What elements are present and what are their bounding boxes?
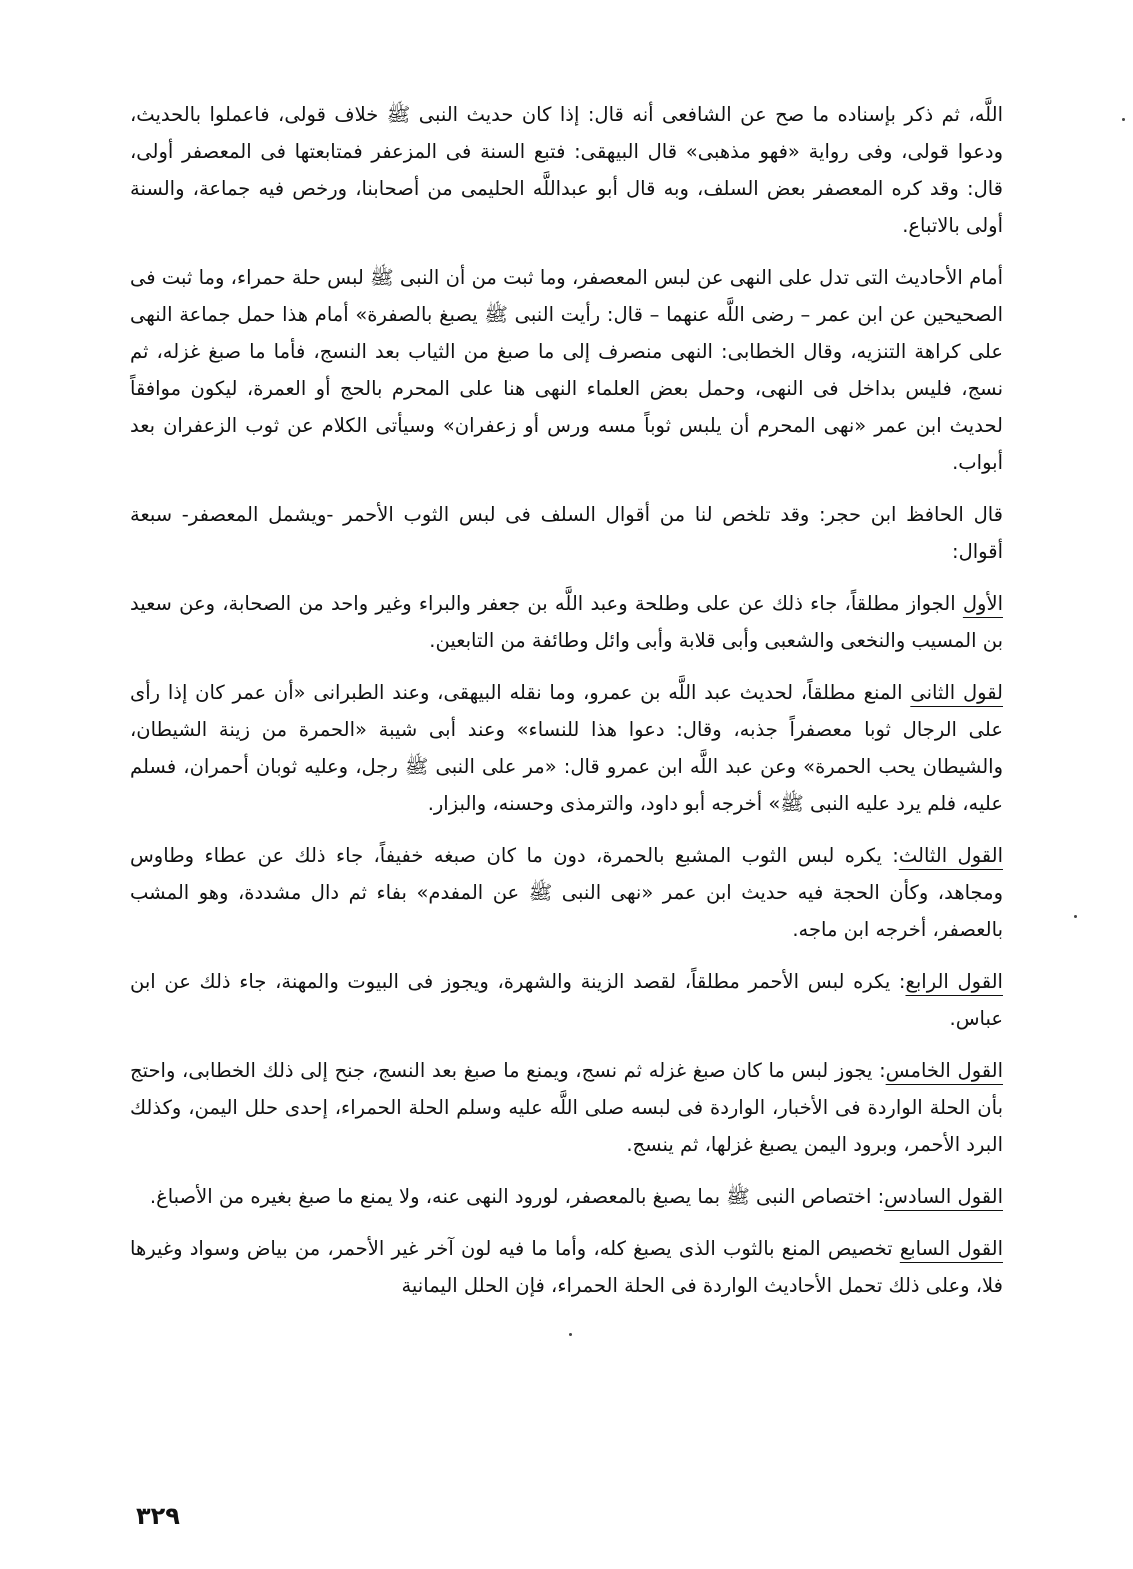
saying-3-text: : يكره لبس الثوب المشبع بالحمرة، دون ما كان صبغه خفيفاً، جاء ذلك عن عطاء وطاوس ومجاهد، وكأن الحجة فيه حديث ابن عمر «نهى النبى ﷺ عن المفدم» بفاء ثم دال مشددة، وهو المشب بالعصفر، أخرجه ابن ماجه.: [130, 844, 1003, 941]
saying-4-label: القول الرابع: [905, 970, 1003, 993]
paragraph-saying-7: [130, 1230, 1003, 1304]
saying-2-text: المنع مطلقاً، لحديث عبد اللَّه بن عمرو، وما نقله البيهقى، وعند الطبرانى «أن عمر كان إذا رأى على الرجال ثوبا معصفراً جذبه، وقال: دعوا هذا للنساء» وعند أبى شيبة «الحمرة من زينة الشيطان، والشيطان يحب الحمرة» وعن عبد اللَّه ابن عمرو قال: «مر على النبى ﷺ رجل، وعليه ثوبان أحمران، فسلم عليه، فلم يرد عليه النبى ﷺ» أخرجه أبو داود، والترمذى وحسنه، والبزار.: [130, 681, 1003, 815]
paragraph-saying-1: [130, 585, 1003, 659]
saying-5-text: : يجوز لبس ما كان صبغ غزله ثم نسج، ويمنع ما صبغ بعد النسج، جنح إلى ذلك الخطابى، واحتج بأن الحلة الواردة فى الأخبار، الواردة فى لبسه صلى اللَّه عليه وسلم الحلة الحمراء، إحدى حلل اليمن، وكذلك البرد الأحمر، وبرود اليمن يصبغ غزلها، ثم ينسج.: [130, 1059, 1003, 1156]
paragraph-saying-4: [130, 963, 1003, 1037]
saying-7-label: القول السابع: [899, 1237, 1003, 1260]
saying-6-text: : اختصاص النبى ﷺ بما يصبغ بالمعصفر، لورود النهى عنه، ولا يمنع ما صبغ بغيره من الأصباغ.: [149, 1185, 885, 1208]
paragraph-2: [130, 259, 1003, 481]
saying-2-label: لقول الثانى: [910, 681, 1003, 704]
saying-4-text: : يكره لبس الأحمر مطلقاً، لقصد الزينة والشهرة، ويجوز فى البيوت والمهنة، جاء ذلك عن ابن عباس.: [130, 970, 1003, 1030]
saying-5-label: القول الخامس: [885, 1059, 1003, 1082]
paragraph-saying-6: [130, 1178, 1003, 1215]
saying-7-text: تخصيص المنع بالثوب الذى يصبغ كله، وأما ما فيه لون آخر غير الأحمر، من بياض وسواد وغيرها فلا، وعلى ذلك تحمل الأحاديث الواردة فى الحلة الحمراء، فإن الحلل اليمانية: [130, 1237, 1003, 1297]
paragraph-3: [130, 496, 1003, 570]
scan-speck: [1122, 118, 1125, 121]
paragraph-saying-2: [130, 674, 1003, 822]
saying-3-label: القول الثالث: [898, 844, 1003, 867]
saying-1-label: الأول: [962, 592, 1003, 615]
page-number: ٣٢٩: [136, 1502, 180, 1530]
page-body: [130, 96, 1003, 1304]
paragraph-2-text: أمام الأحاديث التى تدل على النهى عن لبس المعصفر، وما ثبت من أن النبى ﷺ لبس حلة حمراء، وما ثبت فى الصحيحين عن ابن عمر – رضى اللَّه عنهما – قال: رأيت النبى ﷺ يصبغ بالصفرة» أمام هذا حمل جماعة النهى على كراهة التنزيه، وقال الخطابى: النهى منصرف إلى ما صبغ من الثياب بعد النسج، فأما ما صبغ غزله، ثم نسج، فليس بداخل فى النهى، وحمل بعض العلماء النهى هنا على المحرم بالحج أو العمرة، ليكون موافقاً لحديث ابن عمر «نهى المحرم أن يلبس ثوباً مسه ورس أو زعفران» وسيأتى الكلام عن ثوب الزعفران بعد أبواب.: [130, 266, 1003, 474]
saying-1-text: الجواز مطلقاً، جاء ذلك عن على وطلحة وعبد اللَّه بن جعفر والبراء وغير واحد من الصحابة، وعن سعيد بن المسيب والنخعى والشعبى وأبى قلابة وأبى وائل وطائفة من التابعين.: [130, 592, 1003, 652]
paragraph-1-text: اللَّه، ثم ذكر بإسناده ما صح عن الشافعى أنه قال: إذا كان حديث النبى ﷺ خلاف قولى، فاعملوا بالحديث، ودعوا قولى، وفى رواية «فهو مذهبى» قال البيهقى: فتبع السنة فى المزعفر فمتابعتها فى المعصفر أولى، قال: وقد كره المعصفر بعض السلف، وبه قال أبو عبداللَّه الحليمى من أصحابنا، ورخص فيه جماعة، والسنة أولى بالاتباع.: [130, 103, 1003, 237]
paragraph-saying-5: [130, 1052, 1003, 1163]
paragraph-saying-3: [130, 837, 1003, 948]
paragraph-3-text: قال الحافظ ابن حجر: وقد تلخص لنا من أقوال السلف فى لبس الثوب الأحمر -ويشمل المعصفر- سبعة أقوال:: [130, 503, 1003, 563]
saying-6-label: القول السادس: [884, 1185, 1003, 1208]
scan-speck: [1074, 915, 1077, 918]
paragraph-1: [130, 96, 1003, 244]
scan-speck: [569, 1333, 572, 1336]
